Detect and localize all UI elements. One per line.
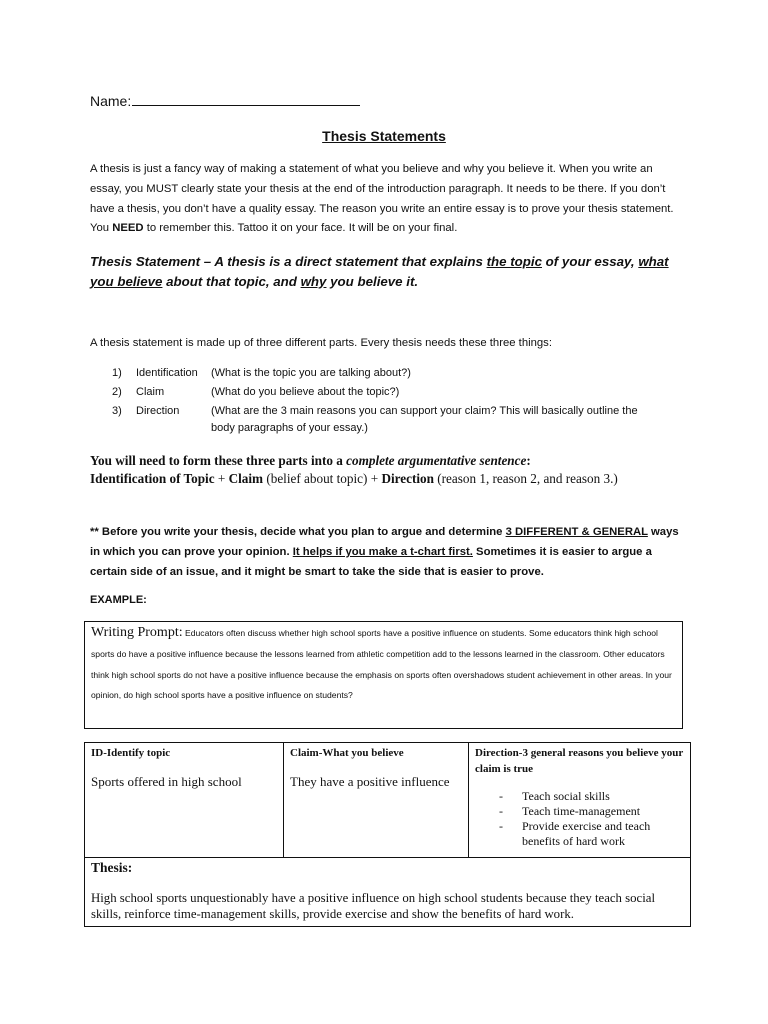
- claim-cell: [284, 743, 469, 858]
- writing-prompt-label: Writing Prompt:: [91, 625, 183, 640]
- list-dash: -: [499, 819, 503, 833]
- formula-line-2: [90, 470, 690, 488]
- formula-plus: +: [214, 471, 229, 486]
- parts-intro-emphasis: Every thesis needs these three things:: [360, 337, 552, 349]
- part-name: Identification: [136, 367, 198, 379]
- formula-identification: Identification of Topic: [90, 471, 215, 486]
- part-number: 3): [112, 405, 122, 417]
- table-row: [85, 858, 691, 927]
- topic-cell: [85, 743, 284, 858]
- writing-prompt-box: [84, 621, 683, 729]
- parts-intro: [90, 334, 680, 354]
- part-description: (What are the 3 main reasons you can support your claim? This will basically outline the: [211, 405, 638, 417]
- part-number: 1): [112, 367, 122, 379]
- table-row: [85, 743, 691, 858]
- note-different-general: 3 DIFFERENT & GENERAL: [505, 526, 648, 538]
- reason-text: Teach social skills: [522, 789, 610, 803]
- list-dash: -: [499, 804, 503, 818]
- definition-text-g: you believe it.: [326, 274, 419, 289]
- thesis-formula: [90, 452, 690, 488]
- intro-need-emphasis: NEED: [112, 222, 144, 235]
- list-item: [499, 819, 684, 849]
- formula-claim-note: (belief about topic) +: [263, 471, 382, 486]
- thesis-label: Thesis:: [91, 860, 133, 875]
- formula-direction: Direction: [381, 471, 434, 486]
- page-title: Thesis Statements: [322, 128, 446, 144]
- reason-text: Provide exercise and teach benefits of hard work: [522, 819, 651, 848]
- part-description-continued: body paragraphs of your essay.): [211, 422, 368, 434]
- formula-direction-note: (reason 1, reason 2, and reason 3.): [433, 471, 618, 486]
- name-field: [90, 93, 360, 109]
- formula-complete-sentence: complete argumentative sentence: [346, 453, 527, 468]
- reasons-list: [499, 789, 684, 849]
- part-description: (What do you believe about the topic?): [211, 386, 400, 398]
- column-header-claim: Claim-What you believe: [290, 747, 404, 759]
- intro-text-1: A thesis is just a fancy way of making a statement of what you believe and why you believe it. When you write an essay, you MUST clearly state your thesis at the end of the introduction paragraph. It needs to be there. If you don’t have a thesis, you don’t have a quality essay. The reason you write an entire essay is to prove your thesis statement. You: [90, 163, 674, 235]
- formula-text: You will need to form these three parts into a: [90, 453, 347, 468]
- argument-note: [90, 523, 680, 582]
- note-text-a: ** Before you write your thesis, decide what you plan to argue and determine: [90, 526, 506, 538]
- list-item: [499, 804, 684, 819]
- thesis-definition: [90, 252, 690, 292]
- note-text-e: Sometimes it is easier to argue a certain side of an issue, and it might be smart to take the side that is easier to prove.: [90, 545, 652, 578]
- direction-cell: [469, 743, 691, 858]
- formula-claim: Claim: [228, 471, 264, 486]
- formula-line-1: [90, 452, 690, 470]
- claim-value: They have a positive influence: [290, 774, 450, 789]
- definition-topic: the topic: [486, 254, 542, 269]
- list-item: [112, 383, 672, 402]
- intro-text-2: to remember this. Tattoo it on your face. It will be on your final.: [143, 222, 458, 235]
- thesis-cell: [85, 858, 691, 927]
- writing-prompt: [91, 623, 676, 706]
- thesis-chart-table: [84, 742, 691, 927]
- definition-why: why: [300, 274, 327, 289]
- definition-what: what you believe: [90, 254, 669, 289]
- parts-intro-text: A thesis statement is made up of three different parts.: [90, 337, 361, 349]
- topic-value: Sports offered in high school: [91, 774, 242, 789]
- parts-list: [112, 364, 672, 438]
- reason-text: Teach time-management: [522, 804, 641, 818]
- list-item: [112, 402, 672, 421]
- note-text-c: ways in which you can prove your opinion.: [90, 526, 679, 558]
- part-number: 2): [112, 386, 122, 398]
- definition-text-c: of your essay,: [541, 254, 639, 269]
- formula-colon: :: [526, 453, 531, 468]
- definition-text-a: Thesis Statement – A thesis is a direct statement that explains: [90, 254, 487, 269]
- name-label: Name:: [90, 93, 132, 109]
- part-name: Claim: [136, 386, 165, 398]
- name-blank-line: [132, 93, 360, 106]
- intro-paragraph: [90, 160, 680, 239]
- thesis-text: High school sports unquestionably have a positive influence on high school students because they teach social skills, reinforce time-management skills, provide exercise and show the benefits of hard work.: [91, 891, 656, 921]
- list-item: [499, 789, 684, 804]
- list-item: [112, 364, 672, 383]
- note-tchart-tip: It helps if you make a t-chart first.: [292, 545, 473, 558]
- writing-prompt-text: Educators often discuss whether high school sports have a positive influence on students. Some educators think high school sports do have a positive influence because the lessons learned from athletic competition add to the lessons learned in the classroom. Other educators think high school sports do not have a positive influence because the emphasis on sports often overshadows student achievement in other areas. In your opinion, do high school sports have a positive influence on students?: [91, 628, 672, 701]
- part-name: Direction: [136, 405, 180, 417]
- part-description: (What is the topic you are talking about?): [211, 367, 411, 379]
- definition-text-e: about that topic, and: [162, 274, 301, 289]
- column-header-topic: ID-Identify topic: [91, 747, 171, 759]
- column-header-direction: Direction-3 general reasons you believe your claim is true: [475, 747, 684, 775]
- example-label: EXAMPLE:: [90, 594, 147, 606]
- list-dash: -: [499, 789, 503, 803]
